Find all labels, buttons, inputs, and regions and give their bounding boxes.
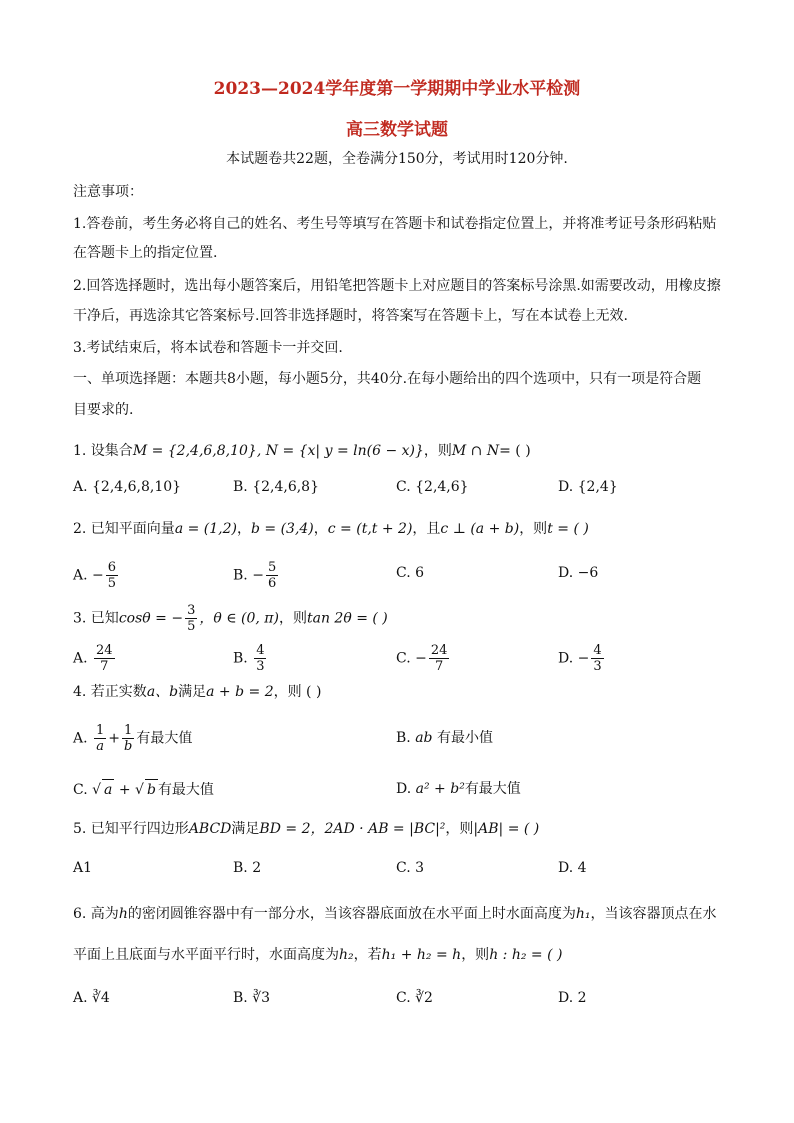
q3-option-c	[396, 643, 451, 674]
q2-suffix: ，则	[519, 521, 548, 537]
q4-suffix: ，则 ( )	[273, 684, 322, 700]
q5-option-b-letter: B.	[233, 860, 248, 876]
q4-option-b-letter: B.	[396, 730, 411, 746]
q2-condition: c ⊥ (a + b)	[440, 521, 520, 537]
notice-heading: 注意事项：	[73, 184, 143, 200]
q4-option-d-text: 有最大值	[464, 781, 521, 797]
q6-condition: h₁ + h₂ = h	[381, 947, 462, 963]
q3-option-b-den: 3	[256, 659, 265, 674]
q4-option-d-letter: D.	[396, 781, 412, 797]
q3-prefix: 3. 已知	[73, 610, 119, 627]
q3-ask: tan 2θ = ( )	[306, 610, 388, 627]
q1-prefix: 1. 设集合	[73, 443, 133, 459]
q1-option-c-letter: C.	[396, 479, 411, 495]
q6-line2-pre: 平面上且底面与水平面平行时，水面高度为	[73, 947, 339, 963]
question-6-line1	[73, 904, 716, 924]
q5-option-c-value: 3	[415, 860, 425, 876]
q2-vector-a: a = (1,2)	[174, 521, 237, 537]
q3-option-a-num: 24	[96, 643, 113, 658]
q3-suffix: ，则	[278, 610, 307, 627]
q3-option-a-letter: A.	[73, 650, 88, 667]
q4-option-b-expr: ab	[415, 730, 433, 746]
q6-h2: h₂	[339, 947, 354, 963]
q2-option-b-den: 6	[267, 576, 277, 591]
q6-option-d	[558, 988, 587, 1008]
q4-option-c-plus: +	[118, 782, 131, 798]
exam-subtitle: 高三数学试题	[346, 120, 448, 140]
q1-option-a-letter: A.	[73, 479, 88, 495]
q2-option-a-num: 6	[107, 560, 117, 575]
q5-option-c-letter: C.	[396, 860, 411, 876]
q1-suffix: ，则	[423, 443, 452, 459]
q5-prefix: 5. 已知平行四边形	[73, 821, 189, 837]
q4-option-a-text: 有最大值	[136, 730, 193, 747]
q2-option-a-den: 5	[107, 576, 117, 591]
q6-option-b-letter: B.	[233, 990, 248, 1006]
q4-option-a-den1: a	[96, 739, 105, 754]
q1-option-b-letter: B.	[233, 479, 248, 495]
q2-vector-c: c = (t,t + 2)	[327, 521, 413, 537]
question-1	[73, 441, 531, 461]
section1-line2: 目要求的.	[73, 402, 134, 418]
q1-option-d-letter: D.	[558, 479, 574, 495]
section1-line1: 一、单项选择题：本题共8小题，每小题5分，共40分.在每小题给出的四个选项中，只有一项是符合题	[73, 371, 702, 387]
q2-vector-b: b = (3,4)	[250, 521, 314, 537]
q2-option-b	[233, 560, 280, 591]
q3-num: 3	[187, 603, 196, 618]
q1-option-b	[233, 477, 319, 497]
q6-h1: h₁	[575, 906, 591, 922]
q2-option-a-letter: A.	[73, 567, 88, 584]
q4-condition: a + b = 2	[206, 684, 274, 700]
q5-abcd: ABCD	[188, 821, 232, 837]
q3-option-b-num: 4	[256, 643, 265, 658]
question-6-line2	[73, 945, 562, 965]
q3-den: 5	[187, 619, 196, 634]
q2-option-d-letter: D.	[558, 565, 574, 581]
q4-option-a-num2: 1	[124, 723, 133, 738]
q6-option-c	[396, 988, 433, 1008]
q6-ask: h : h₂ = ( )	[489, 947, 563, 963]
q4-option-c-text: 有最大值	[157, 782, 214, 798]
q3-option-d-fraction	[591, 643, 603, 674]
question-5	[73, 819, 539, 839]
q3-cos: cosθ = −	[118, 610, 184, 627]
q2-option-c-value: 6	[415, 565, 425, 581]
q3-option-c-num: 24	[430, 643, 448, 658]
q5-expression: 2AD · AB = |BC|²	[324, 821, 446, 837]
q3-option-b-fraction	[254, 643, 266, 674]
q2-ask: t = ( )	[547, 521, 589, 537]
q4-option-c: C. √ a + √ b 有最大值	[73, 779, 214, 800]
q3-theta: ，θ ∈ (0, π)	[199, 610, 279, 627]
q3-option-b-letter: B.	[233, 650, 248, 667]
q4-option-a-frac2	[122, 723, 134, 754]
exam-title: 2023—2024学年度第一学期期中学业水平检测	[213, 79, 581, 99]
q4-option-d	[396, 779, 521, 799]
q2-prefix: 2. 已知平面向量	[73, 521, 175, 537]
question-2: 2. 已知平面向量a = (1,2)，b = (3,4)，c = (t,t + 2)，且c ⊥ (a + b)，则t = ( )	[73, 521, 589, 537]
q3-option-d-num: 4	[593, 643, 602, 658]
notice-item1-line1: 1.答卷前，考生务必将自己的姓名、考生号等填写在答题卡和试卷指定位置上，并将准考证号条形码粘贴	[73, 216, 717, 232]
q3-option-d-letter: D.	[558, 650, 574, 667]
q5-option-c	[396, 858, 424, 878]
q2-option-a-sign: −	[92, 567, 104, 584]
q5-option-d-value: 4	[577, 860, 587, 876]
q6-option-d-letter: D.	[558, 990, 574, 1006]
q4-option-a	[73, 723, 192, 754]
q1-sets: M = {2,4,6,8,10}, N = {x| y = ln(6 − x)}	[132, 443, 424, 459]
q3-fraction	[185, 603, 197, 634]
q1-option-c-value: {2,4,6}	[415, 479, 469, 495]
q3-option-d-sign: −	[577, 650, 590, 667]
q4-option-c-letter: C.	[73, 782, 88, 798]
q4-option-b	[396, 728, 493, 748]
q3-option-b	[233, 643, 268, 674]
q2-option-a	[73, 560, 120, 591]
q4-option-a-letter: A.	[73, 730, 88, 747]
q2-option-b-fraction	[266, 560, 278, 591]
q6-line1-end: ，当该容器顶点在水	[590, 906, 717, 922]
q4-option-a-frac1	[94, 723, 106, 754]
q4-ab: a、b	[146, 684, 179, 700]
q1-option-a	[73, 477, 181, 497]
q4-option-c-sqrt2: b	[145, 779, 158, 800]
q3-option-d	[558, 643, 606, 674]
q6-option-b-value: ∛3	[252, 990, 271, 1006]
q4-option-c-sqrt1: a	[102, 779, 114, 800]
q3-option-a-fraction	[94, 643, 115, 674]
q6-option-a	[73, 988, 110, 1008]
q6-option-b	[233, 988, 270, 1008]
q5-mid: 满足	[231, 821, 260, 837]
q5-ask: |AB| = ( )	[473, 821, 540, 837]
q1-end: = ( )	[499, 443, 531, 459]
q5-option-b	[233, 858, 261, 878]
q4-prefix: 4. 若正实数	[73, 684, 147, 700]
q5-option-a: A1	[73, 860, 93, 876]
q3-option-a-den: 7	[100, 659, 109, 674]
question-3	[73, 603, 388, 634]
exam-info: 本试题卷共22题，全卷满分150分，考试用时120分钟.	[226, 151, 568, 167]
question-4	[73, 682, 321, 702]
q1-option-d-value: {2,4}	[577, 479, 618, 495]
q2-option-a-fraction	[106, 560, 118, 591]
q5-option-b-value: 2	[252, 860, 262, 876]
notice-item3: 3.考试结束后，将本试卷和答题卡一并交回.	[73, 340, 343, 356]
q6-option-a-letter: A.	[73, 990, 88, 1006]
q1-option-d	[558, 477, 618, 497]
q6-option-c-value: ∛2	[415, 990, 433, 1006]
q2-option-c	[396, 563, 424, 583]
q2-option-b-letter: B.	[233, 567, 248, 584]
q3-option-c-sign: −	[415, 650, 427, 667]
q6-option-d-value: 2	[577, 990, 587, 1006]
q4-option-d-expr: a² + b²	[415, 781, 465, 797]
q4-option-a-den2: b	[124, 739, 133, 754]
q4-option-b-text: 有最小值	[436, 730, 493, 746]
q6-line1-mid: 的密闭圆锥容器中有一部分水，当该容器底面放在水平面上时水面高度为	[127, 906, 576, 922]
q4-option-a-plus: +	[108, 730, 121, 747]
q2-option-d-value: −6	[577, 565, 599, 581]
q2-cond-pre: ，且	[412, 521, 441, 537]
q6-line2-sfx: ，则	[461, 947, 490, 963]
q3-option-c-fraction	[429, 643, 450, 674]
q6-option-a-value: ∛4	[92, 990, 110, 1006]
q1-expr: M ∩ N	[451, 443, 500, 459]
notice-item2-line1: 2.回答选择题时，选出每小题答案后，用铅笔把答题卡上对应题目的答案标号涂黑.如需要改动，用橡皮擦	[73, 278, 721, 294]
q2-option-c-letter: C.	[396, 565, 411, 581]
q5-option-d	[558, 858, 587, 878]
q3-option-d-den: 3	[593, 659, 602, 674]
q2-option-b-num: 5	[267, 560, 277, 575]
notice-item1-line2: 在答题卡上的指定位置.	[73, 245, 218, 261]
q5-option-d-letter: D.	[558, 860, 574, 876]
q3-option-a	[73, 643, 117, 674]
q6-option-c-letter: C.	[396, 990, 411, 1006]
q5-suffix: ，则	[445, 821, 474, 837]
q4-mid: 满足	[178, 684, 207, 700]
q5-bd: BD = 2，	[259, 821, 325, 837]
q2-option-d	[558, 563, 598, 583]
q6-line1-pre: 6. 高为	[73, 906, 119, 922]
q1-option-b-value: {2,4,6,8}	[252, 479, 319, 495]
q3-option-c-letter: C.	[396, 650, 411, 667]
q2-option-b-sign: −	[252, 567, 264, 584]
q3-option-c-den: 7	[434, 659, 444, 674]
q4-option-a-num1: 1	[96, 723, 105, 738]
q6-h: h	[118, 906, 128, 922]
q1-option-a-value: {2,4,6,8,10}	[92, 479, 182, 495]
notice-item2-line2: 干净后，再选涂其它答案标号.回答非选择题时，将答案写在答题卡上，写在本试卷上无效.	[73, 308, 628, 324]
q6-line2-mid: ，若	[353, 947, 382, 963]
q1-option-c	[396, 477, 469, 497]
